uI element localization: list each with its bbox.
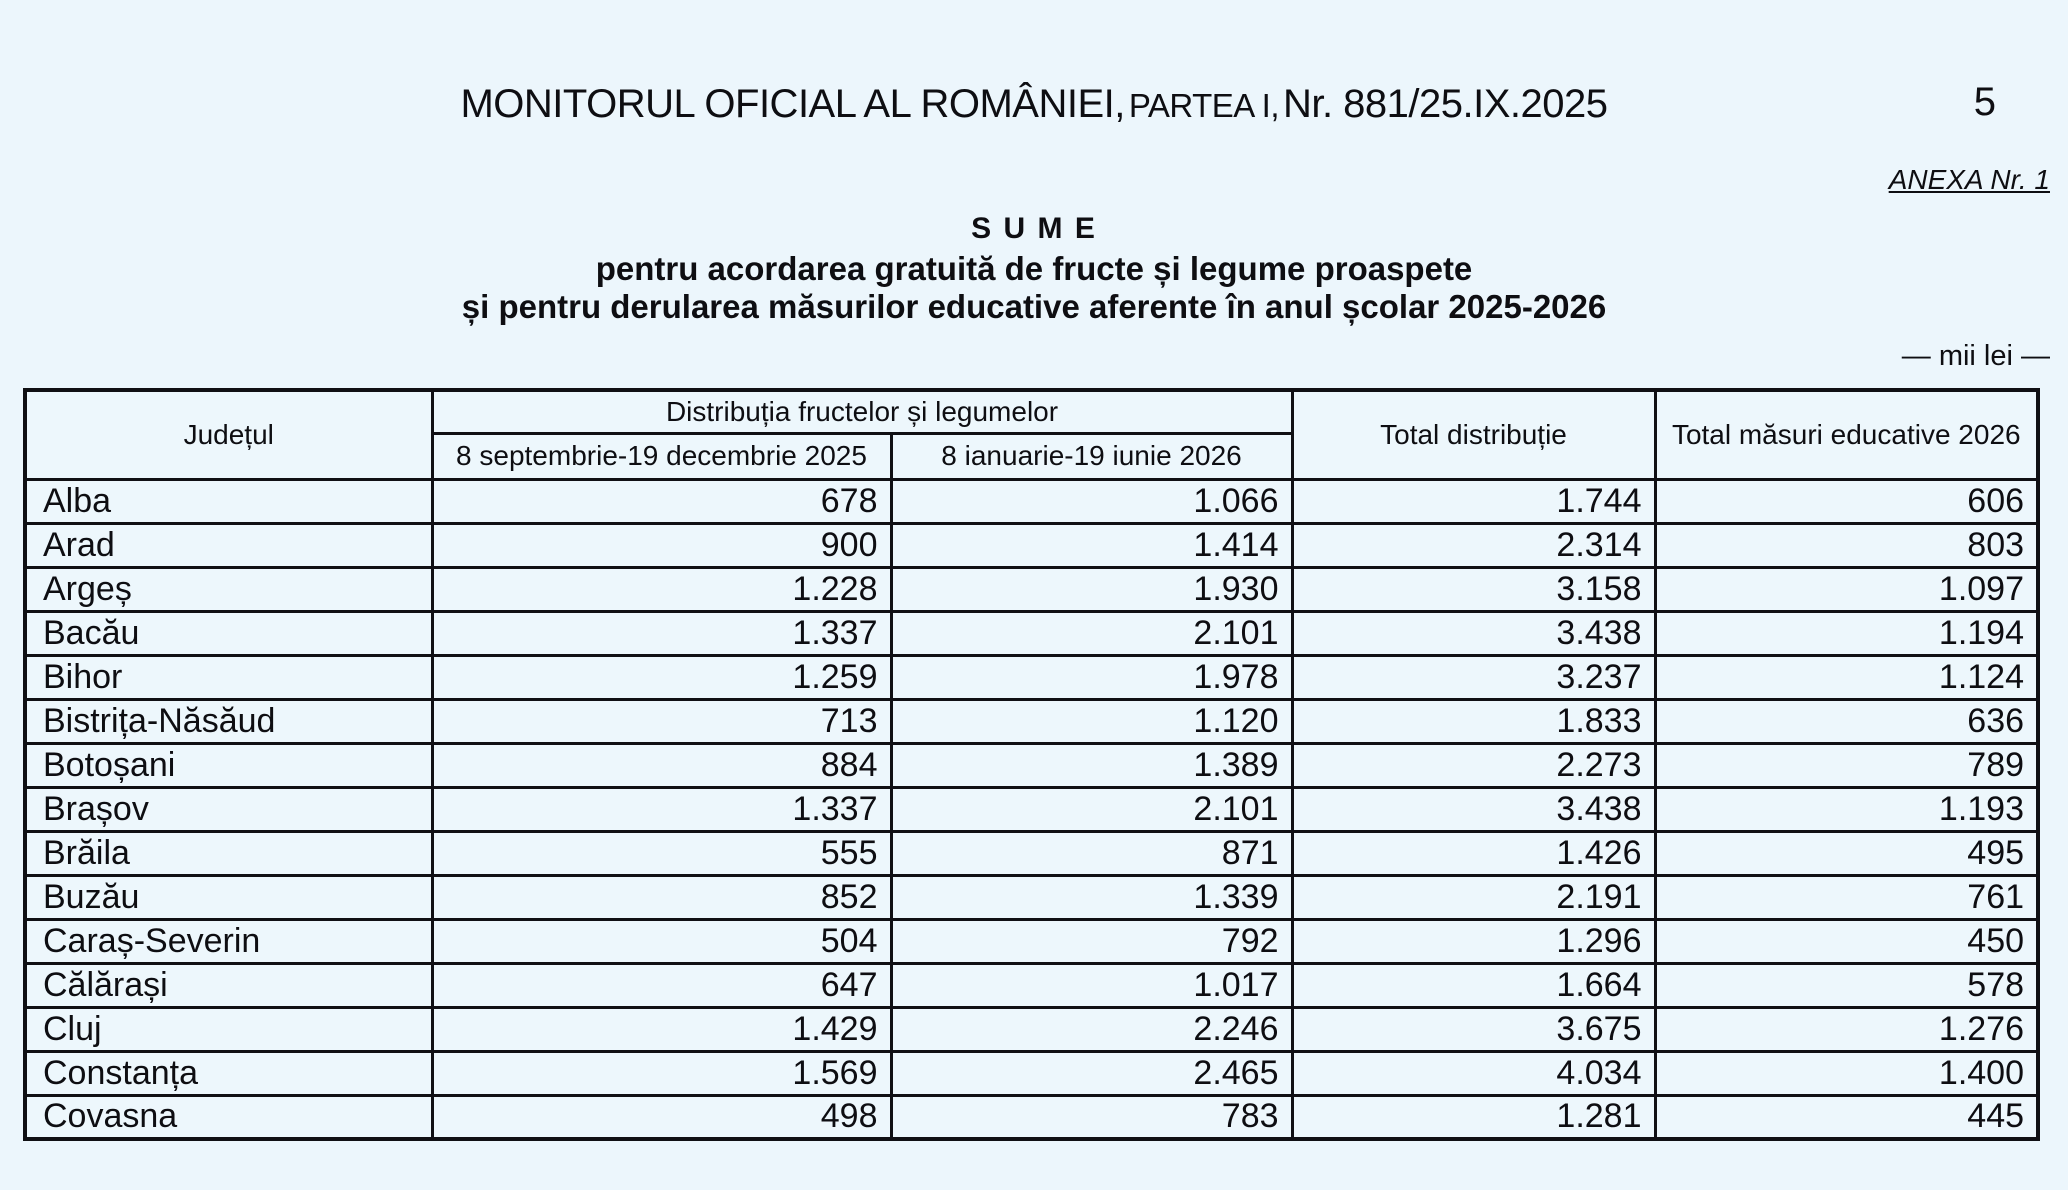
total-distribution-cell: 2.314 bbox=[1292, 523, 1655, 567]
annex-label: ANEXA Nr. 1 bbox=[1888, 164, 2050, 195]
period1-cell: 1.569 bbox=[432, 1051, 891, 1095]
period1-cell: 498 bbox=[432, 1095, 891, 1139]
county-cell: Constanța bbox=[25, 1051, 432, 1095]
period2-cell: 783 bbox=[891, 1095, 1292, 1139]
table-body bbox=[25, 479, 2038, 1139]
county-cell: Brăila bbox=[25, 831, 432, 875]
table-header bbox=[25, 390, 2038, 479]
total-educational-cell: 803 bbox=[1655, 523, 2038, 567]
period1-cell: 1.259 bbox=[432, 655, 891, 699]
period2-cell: 2.101 bbox=[891, 787, 1292, 831]
total-distribution-cell: 4.034 bbox=[1292, 1051, 1655, 1095]
total-educational-cell: 495 bbox=[1655, 831, 2038, 875]
header-total-distribution: Total distribuție bbox=[1292, 390, 1655, 479]
doc-subtitle-line2: și pentru derularea măsurilor educative aferente în anul școlar 2025-2026 bbox=[461, 288, 1607, 325]
table-row bbox=[25, 787, 2038, 831]
total-distribution-cell: 2.191 bbox=[1292, 875, 1655, 919]
doc-subtitle-line1: pentru acordarea gratuită de fructe și legume proaspete bbox=[595, 250, 1473, 287]
period1-cell: 678 bbox=[432, 479, 891, 523]
header-total-educational: Total măsuri educative 2026 bbox=[1655, 390, 2038, 479]
total-educational-cell: 606 bbox=[1655, 479, 2038, 523]
unit-note: — mii lei — bbox=[1901, 340, 2050, 372]
county-cell: Bacău bbox=[25, 611, 432, 655]
sums-table bbox=[23, 388, 2040, 1141]
table-row bbox=[25, 743, 2038, 787]
masthead-title-main: MONITORUL OFICIAL AL ROMÂNIEI, bbox=[460, 82, 1125, 126]
table-row bbox=[25, 1051, 2038, 1095]
county-cell: Buzău bbox=[25, 875, 432, 919]
period2-cell: 1.339 bbox=[891, 875, 1292, 919]
county-cell: Argeș bbox=[25, 567, 432, 611]
table-row bbox=[25, 1095, 2038, 1139]
total-distribution-cell: 1.744 bbox=[1292, 479, 1655, 523]
period2-cell: 1.066 bbox=[891, 479, 1292, 523]
period2-cell: 871 bbox=[891, 831, 1292, 875]
total-distribution-cell: 1.426 bbox=[1292, 831, 1655, 875]
masthead-title bbox=[0, 82, 2068, 127]
total-distribution-cell: 3.237 bbox=[1292, 655, 1655, 699]
masthead-title-part: PARTEA I, bbox=[1128, 87, 1279, 124]
period1-cell: 852 bbox=[432, 875, 891, 919]
period1-cell: 504 bbox=[432, 919, 891, 963]
county-cell: Călărași bbox=[25, 963, 432, 1007]
total-educational-cell: 789 bbox=[1655, 743, 2038, 787]
total-educational-cell: 445 bbox=[1655, 1095, 2038, 1139]
period2-cell: 1.389 bbox=[891, 743, 1292, 787]
header-period2: 8 ianuarie-19 iunie 2026 bbox=[891, 433, 1292, 479]
table-row bbox=[25, 919, 2038, 963]
county-cell: Bihor bbox=[25, 655, 432, 699]
period1-cell: 713 bbox=[432, 699, 891, 743]
total-educational-cell: 761 bbox=[1655, 875, 2038, 919]
table-row bbox=[25, 1007, 2038, 1051]
period1-cell: 1.228 bbox=[432, 567, 891, 611]
header-distribution-group: Distribuția fructelor și legumelor bbox=[432, 390, 1292, 433]
total-distribution-cell: 3.675 bbox=[1292, 1007, 1655, 1051]
total-educational-cell: 636 bbox=[1655, 699, 2038, 743]
total-educational-cell: 1.194 bbox=[1655, 611, 2038, 655]
table-row bbox=[25, 699, 2038, 743]
masthead-title-number: Nr. 881/25.IX.2025 bbox=[1282, 82, 1608, 126]
total-distribution-cell: 1.296 bbox=[1292, 919, 1655, 963]
total-educational-cell: 1.124 bbox=[1655, 655, 2038, 699]
period1-cell: 647 bbox=[432, 963, 891, 1007]
total-educational-cell: 1.193 bbox=[1655, 787, 2038, 831]
header-county: Județul bbox=[25, 390, 432, 479]
county-cell: Botoșani bbox=[25, 743, 432, 787]
period2-cell: 1.978 bbox=[891, 655, 1292, 699]
table-row bbox=[25, 611, 2038, 655]
period2-cell: 792 bbox=[891, 919, 1292, 963]
total-distribution-cell: 3.438 bbox=[1292, 787, 1655, 831]
period2-cell: 2.246 bbox=[891, 1007, 1292, 1051]
county-cell: Cluj bbox=[25, 1007, 432, 1051]
county-cell: Bistrița-Năsăud bbox=[25, 699, 432, 743]
period1-cell: 555 bbox=[432, 831, 891, 875]
table-row bbox=[25, 567, 2038, 611]
period1-cell: 1.429 bbox=[432, 1007, 891, 1051]
period2-cell: 1.017 bbox=[891, 963, 1292, 1007]
page-number: 5 bbox=[1973, 80, 1996, 124]
table-row bbox=[25, 875, 2038, 919]
doc-title: S U M E bbox=[971, 212, 1097, 245]
total-distribution-cell: 3.158 bbox=[1292, 567, 1655, 611]
period1-cell: 1.337 bbox=[432, 787, 891, 831]
period2-cell: 2.101 bbox=[891, 611, 1292, 655]
county-cell: Alba bbox=[25, 479, 432, 523]
county-cell: Covasna bbox=[25, 1095, 432, 1139]
period1-cell: 900 bbox=[432, 523, 891, 567]
period2-cell: 1.120 bbox=[891, 699, 1292, 743]
period2-cell: 1.930 bbox=[891, 567, 1292, 611]
period2-cell: 2.465 bbox=[891, 1051, 1292, 1095]
table-row bbox=[25, 963, 2038, 1007]
total-educational-cell: 1.400 bbox=[1655, 1051, 2038, 1095]
county-cell: Arad bbox=[25, 523, 432, 567]
total-distribution-cell: 2.273 bbox=[1292, 743, 1655, 787]
table-row bbox=[25, 655, 2038, 699]
total-educational-cell: 1.276 bbox=[1655, 1007, 2038, 1051]
table-row bbox=[25, 831, 2038, 875]
period1-cell: 1.337 bbox=[432, 611, 891, 655]
header-period1: 8 septembrie-19 decembrie 2025 bbox=[432, 433, 891, 479]
total-distribution-cell: 1.281 bbox=[1292, 1095, 1655, 1139]
table-row bbox=[25, 523, 2038, 567]
total-educational-cell: 1.097 bbox=[1655, 567, 2038, 611]
total-distribution-cell: 1.833 bbox=[1292, 699, 1655, 743]
period2-cell: 1.414 bbox=[891, 523, 1292, 567]
period1-cell: 884 bbox=[432, 743, 891, 787]
total-distribution-cell: 3.438 bbox=[1292, 611, 1655, 655]
total-educational-cell: 450 bbox=[1655, 919, 2038, 963]
table-row bbox=[25, 479, 2038, 523]
total-distribution-cell: 1.664 bbox=[1292, 963, 1655, 1007]
county-cell: Caraș-Severin bbox=[25, 919, 432, 963]
county-cell: Brașov bbox=[25, 787, 432, 831]
total-educational-cell: 578 bbox=[1655, 963, 2038, 1007]
